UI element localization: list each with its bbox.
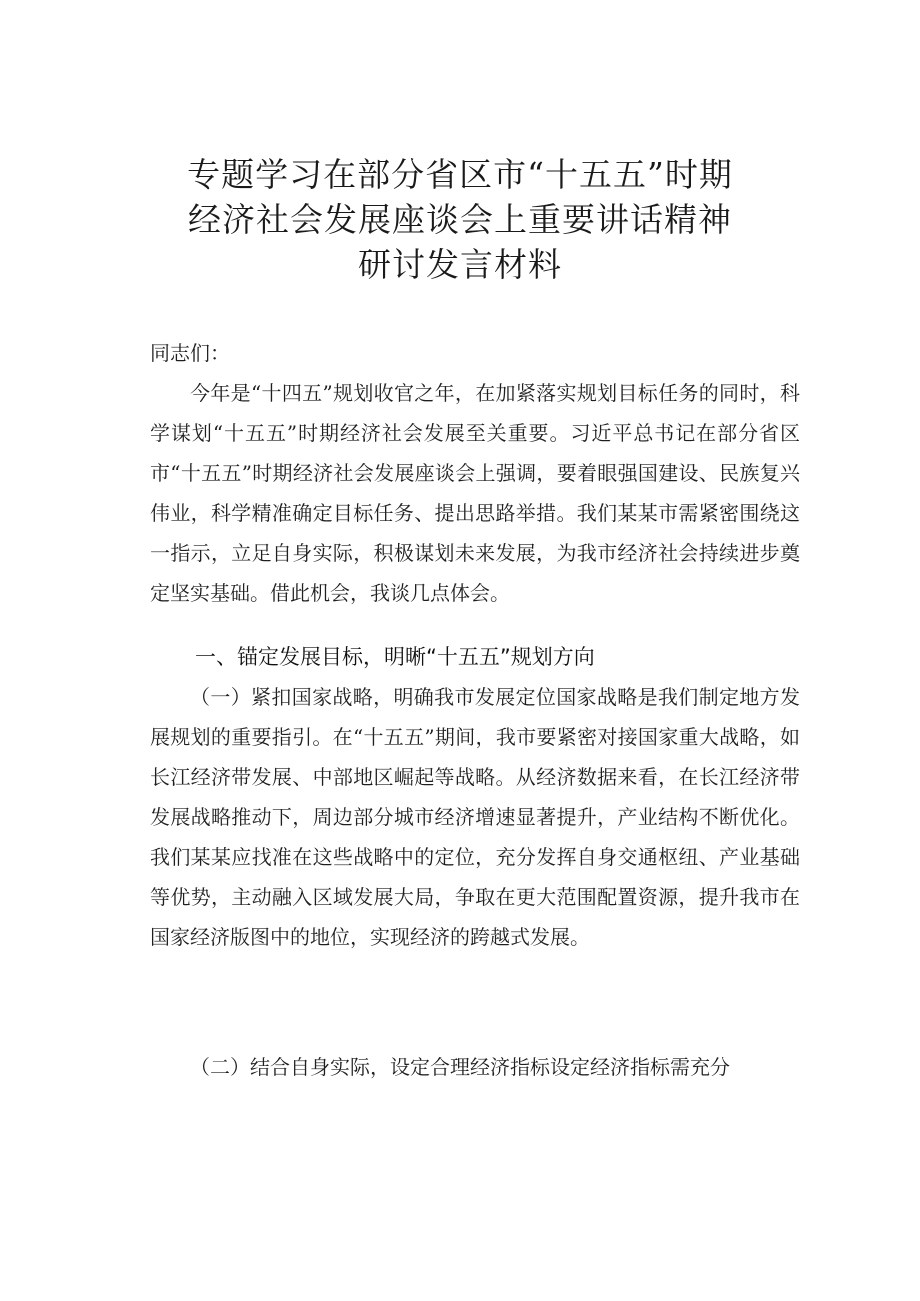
section-heading-1: 一、锚定发展目标，明晰“十五五”规划方向: [195, 645, 595, 669]
title-line-3: 研讨发言材料: [358, 245, 562, 284]
title-line-1: 专题学习在部分省区市“十五五”时期: [187, 155, 733, 194]
paragraph-intro: 今年是“十四五”规划收官之年，在加紧落实规划目标任务的同时，科学谋划“十五五”时期经济社会发展至关重要。习近平总书记在部分省区市“十五五”时期经济社会发展座谈会上强调，要着眼强国建设、民族复兴伟业，科学精准确定目标任务、提出思路举措。我们某某市需紧密围绕这一指示，立足自身实际，积极谋划未来发展，为我市经济社会持续进步奠定坚实基础。借此机会，我谈几点体会。: [150, 381, 800, 605]
title-line-2: 经济社会发展座谈会上重要讲话精神: [188, 200, 732, 239]
paragraph-subsection-1: （一）紧扣国家战略，明确我市发展定位国家战略是我们制定地方发展规划的重要指引。在“十五五”期间，我市要紧密对接国家重大战略，如长江经济带发展、中部地区崛起等战略。从经济数据来看，在长江经济带发展战略推动下，周边部分城市经济增速显著提升，产业结构不断优化。我们某某应找准在这些战略中的定位，充分发挥自身交通枢纽、产业基础等优势，主动融入区域发展大局，争取在更大范围配置资源，提升我市在国家经济版图中的地位，实现经济的跨越式发展。: [150, 685, 800, 949]
document-title: [0, 152, 920, 287]
paragraph-subsection-2: （二）结合自身实际，设定合理经济指标设定经济指标需充分: [190, 1055, 730, 1079]
salutation: 同志们：: [150, 341, 230, 365]
